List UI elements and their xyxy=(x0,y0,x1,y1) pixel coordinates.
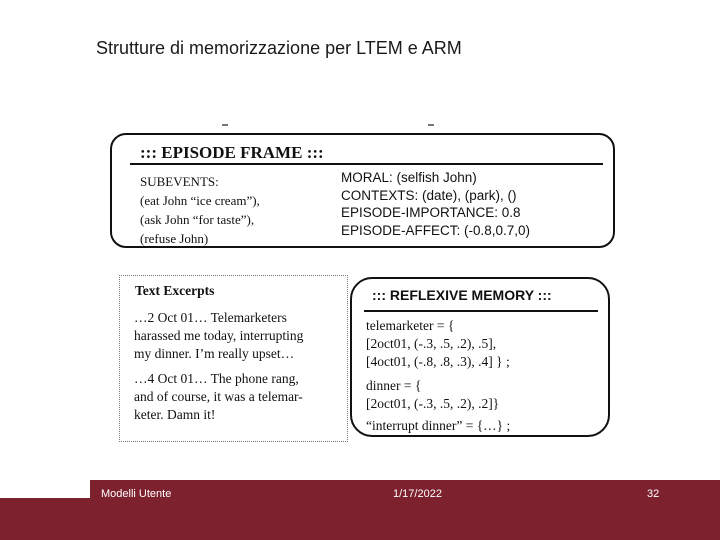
episode-attribute: CONTEXTS: (date), (park), () xyxy=(341,187,517,203)
footer-bar xyxy=(0,480,720,540)
memory-line: [4oct01, (-.8, .8, .3), .4] } ; xyxy=(366,354,510,369)
footer-date: 1/17/2022 xyxy=(393,488,442,500)
excerpt-line: …4 Oct 01… The phone rang, xyxy=(134,371,299,386)
subevents-block xyxy=(140,172,260,248)
episode-attribute: EPISODE-IMPORTANCE: 0.8 xyxy=(341,205,521,220)
episode-attributes-block xyxy=(341,169,530,239)
slide-title: Strutture di memorizzazione per LTEM e ARM xyxy=(96,38,462,58)
scan-mark xyxy=(428,124,434,126)
excerpt-2 xyxy=(134,370,303,424)
excerpt-1 xyxy=(134,309,303,363)
footer-corner xyxy=(0,480,90,498)
excerpt-line: keter. Damn it! xyxy=(134,407,216,422)
memory-line: “interrupt dinner” = {…} ; xyxy=(366,418,511,433)
episode-attribute: MORAL: (selfish John) xyxy=(341,170,477,185)
episode-frame-box xyxy=(110,133,615,248)
text-excerpts-title: Text Excerpts xyxy=(135,283,215,298)
text-excerpts-box xyxy=(119,275,348,442)
excerpt-line: …2 Oct 01… Telemarketers xyxy=(134,310,287,325)
reflexive-memory-title: ::: REFLEXIVE MEMORY ::: xyxy=(372,287,552,303)
reflexive-memory-box xyxy=(350,277,610,437)
subevents-line: (ask John “for taste”), xyxy=(140,212,255,227)
episode-attribute: EPISODE-AFFECT: (-0.8,0.7,0) xyxy=(341,222,531,238)
memory-line: [2oct01, (-.3, .5, .2), .2]} xyxy=(366,396,500,411)
footer-page-number: 32 xyxy=(647,488,660,500)
memory-line: dinner = { xyxy=(366,378,422,393)
subevents-line: (eat John “ice cream”), xyxy=(140,193,260,208)
scan-mark xyxy=(222,124,228,126)
footer-course-name: Modelli Utente xyxy=(101,488,172,500)
memory-line: [2oct01, (-.3, .5, .2), .5], xyxy=(366,336,497,351)
episode-frame-title: ::: EPISODE FRAME ::: xyxy=(140,143,324,162)
episode-frame-divider xyxy=(130,163,603,165)
memory-line: telemarketer = { xyxy=(366,318,455,333)
subevents-line: (refuse John) xyxy=(140,231,209,246)
subevents-line: SUBEVENTS: xyxy=(140,174,219,189)
reflexive-memory-entries xyxy=(366,317,510,435)
excerpt-line: harassed me today, interrupting xyxy=(134,328,304,343)
excerpt-line: and of course, it was a telemar- xyxy=(134,389,303,404)
excerpt-line: my dinner. I’m really upset… xyxy=(134,346,295,361)
reflexive-memory-divider xyxy=(364,310,598,312)
